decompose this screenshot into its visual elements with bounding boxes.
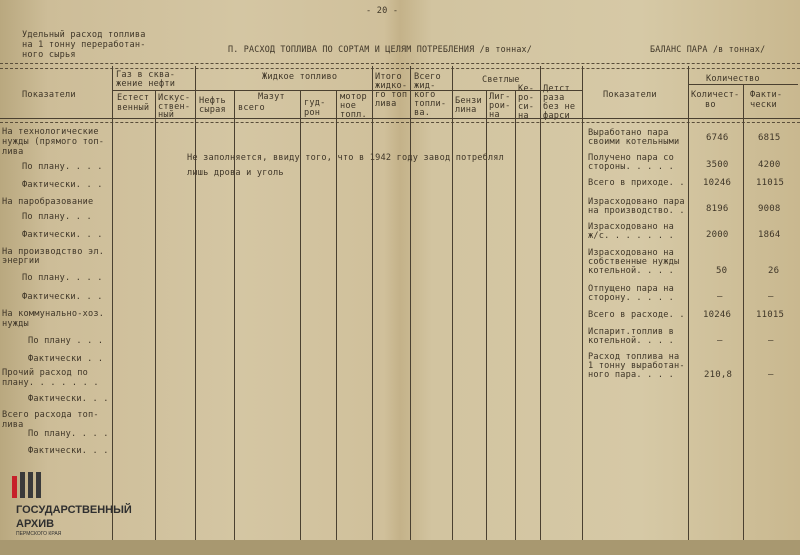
balance-label: Израсходовано на [588, 222, 674, 232]
balance-actual-value: – [768, 292, 774, 302]
balance-label: Получено пара со [588, 153, 674, 163]
balance-label: котельной. . . . [588, 266, 674, 276]
balance-plan-value: 6746 [706, 133, 729, 143]
row-label: Всего расхода топ- [2, 410, 99, 420]
header-line: Факти- [750, 90, 783, 100]
header-line: чески [750, 100, 777, 110]
header-line: жидко- [375, 81, 408, 91]
balance-actual-value: 6815 [758, 133, 781, 143]
balance-label: Расход топлива на [588, 352, 680, 362]
balance-label: котельной. . . . [588, 336, 674, 346]
header-line: на [518, 111, 529, 121]
col-rule [582, 66, 583, 548]
header-line: Газ в сква- [116, 70, 176, 80]
balance-actual-value: – [768, 370, 774, 380]
balance-plan-value: 3500 [706, 160, 729, 170]
header-line: ный [158, 110, 175, 120]
archive-logo [4, 470, 132, 540]
balance-actual-value: 9008 [758, 204, 781, 214]
steam-balance-title: БАЛАНС ПАРА /в тоннах/ [650, 44, 766, 54]
row-label: Фактически. . . [22, 292, 103, 302]
header-line: рон [304, 108, 321, 118]
col-rule [410, 66, 411, 548]
header-line: лина [455, 105, 477, 115]
main-title: П. РАСХОД ТОПЛИВА ПО СОРТАМ И ЦЕЛЯМ ПОТРЕБЛЕНИЯ /в тоннах/ [228, 44, 533, 54]
row-label: По плану. . . . [28, 429, 109, 439]
balance-actual-value: 1864 [758, 230, 781, 240]
balance-actual-value: 4200 [758, 160, 781, 170]
balance-label: Отпущено пара на [588, 284, 674, 294]
balance-plan-value: 10246 [703, 178, 732, 188]
rule [0, 122, 800, 123]
row-label: нужды (прямого топ- [2, 137, 105, 147]
col-rule [743, 84, 744, 548]
balance-actual-value: 11015 [756, 178, 785, 188]
rule [0, 68, 800, 69]
header-line: топли- [414, 99, 447, 109]
col-header-mazut-total: всего [238, 103, 265, 113]
balance-label: Израсходовано пара [588, 197, 685, 207]
note-line: Не заполняется, ввиду того, что в 1942 году завод потреблял [187, 153, 505, 163]
col-rule [195, 66, 196, 548]
rule [0, 63, 800, 64]
row-label: По плану. . . [22, 212, 92, 222]
balance-label: стороны. . . . . [588, 162, 674, 172]
col-header-balance-pokazateli: Показатели [603, 90, 657, 100]
logo-line: АРХИВ [16, 518, 55, 530]
col-rule [155, 90, 156, 548]
col-rule [540, 66, 541, 548]
balance-actual-value: – [768, 336, 774, 346]
col-header-pokazateli: Показатели [22, 90, 76, 100]
header-line: Лиг- [489, 92, 511, 102]
page-number: - 20 - [366, 6, 399, 16]
header-line: Удельный расход топлива [22, 30, 146, 40]
header-line: на [489, 110, 500, 120]
col-header-light-fuels: Светлые [482, 75, 520, 85]
col-header-quantity: Количество [706, 74, 760, 84]
balance-plan-value: – [717, 292, 723, 302]
row-label: Фактически. . . [28, 394, 109, 404]
balance-plan-value: 50 [716, 266, 728, 276]
row-label: На коммунально-хоз. [2, 309, 105, 319]
rule [0, 548, 800, 549]
col-rule [452, 66, 453, 548]
balance-label: на производство. . [588, 206, 685, 216]
row-label: По плану . . . [28, 336, 104, 346]
header-line: жение нефти [116, 79, 176, 89]
rule [112, 90, 582, 91]
header-line: ва. [414, 108, 431, 118]
row-label: По плану. . . . [22, 273, 103, 283]
row-label: На технологические [2, 127, 99, 137]
balance-plan-value: 2000 [706, 230, 729, 240]
header-line: ного сырья [22, 50, 76, 60]
archive-emblem-icon [10, 470, 50, 500]
col-rule [688, 66, 689, 548]
header-line: Детст [543, 84, 570, 94]
col-header-mazut: Мазут [258, 92, 285, 102]
header-line: венный [117, 103, 150, 113]
row-label: лива [2, 420, 24, 430]
header-line: ствен- [158, 102, 191, 112]
row-label: По плану. . . . [22, 162, 103, 172]
balance-label: своими котельными [588, 137, 680, 147]
col-rule [515, 90, 516, 548]
header-line: Ке- [518, 84, 535, 94]
logo-line: ГОСУДАРСТВЕННЫЙ [16, 504, 132, 516]
balance-label: Испарит.топлив в [588, 327, 674, 337]
header-line: без не [543, 102, 576, 112]
balance-label: Всего в приходе. . [588, 178, 685, 188]
header-line: лива [375, 99, 397, 109]
header-line: Естест [117, 93, 150, 103]
header-line: Количест- [691, 90, 740, 100]
row-label: Фактически. . . [22, 180, 103, 190]
header-line: мотор [340, 92, 367, 102]
balance-label: ж/с. . . . . . . [588, 231, 674, 241]
header-line: топл. [340, 110, 367, 120]
header-line: Итого [375, 72, 402, 82]
header-line: го топ [375, 90, 408, 100]
row-label: нужды [2, 319, 29, 329]
row-steam-generation: На паробразование [2, 197, 94, 207]
header-line: рои- [489, 101, 511, 111]
header-line: гуд- [304, 98, 326, 108]
header-line: во [705, 100, 716, 110]
header-line: Искус- [158, 93, 191, 103]
col-rule [372, 66, 373, 548]
row-label: Фактически. . . [28, 446, 109, 456]
balance-plan-value: 210,8 [704, 370, 733, 380]
header-line: си- [518, 102, 535, 112]
header-line: Всего [414, 72, 441, 82]
row-label: Прочий расход по [2, 368, 88, 378]
header-line: ное [340, 101, 357, 111]
balance-label: сторону. . . . . [588, 293, 674, 303]
header-line: на 1 тонну переработан- [22, 40, 146, 50]
header-line: жид- [414, 81, 436, 91]
header-line: сырая [199, 105, 226, 115]
header-line: фарси [543, 111, 570, 121]
logo-line: ПЕРМСКОГО КРАЯ [16, 531, 62, 537]
row-label: плану. . . . . . . [2, 378, 99, 388]
balance-label: Всего в расходе. . [588, 310, 685, 320]
balance-label: Выработано пара [588, 128, 669, 138]
header-line: кого [414, 90, 436, 100]
balance-actual-value: 11015 [756, 310, 785, 320]
balance-plan-value: 8196 [706, 204, 729, 214]
balance-label: Израсходовано на [588, 248, 674, 258]
balance-label: 1 тонну выработан- [588, 361, 685, 371]
row-label: На производство эл. [2, 247, 105, 257]
balance-plan-value: – [717, 336, 723, 346]
rule [0, 118, 800, 119]
col-header-liquid-fuel: Жидкое топливо [262, 72, 338, 82]
row-label: Фактически. . . [22, 230, 103, 240]
balance-actual-value: 26 [768, 266, 780, 276]
header-line: Бензи [455, 96, 482, 106]
row-label: лива [2, 147, 24, 157]
balance-label: собственные нужды [588, 257, 680, 267]
header-line: раза [543, 93, 565, 103]
note-line: лишь дрова и уголь [187, 168, 284, 178]
balance-label: ного пара. . . . [588, 370, 674, 380]
row-label: Фактически . . [28, 354, 104, 364]
header-line: ро- [518, 93, 535, 103]
row-label: энергии [2, 256, 40, 266]
header-line: Нефть [199, 96, 226, 106]
balance-plan-value: 10246 [703, 310, 732, 320]
